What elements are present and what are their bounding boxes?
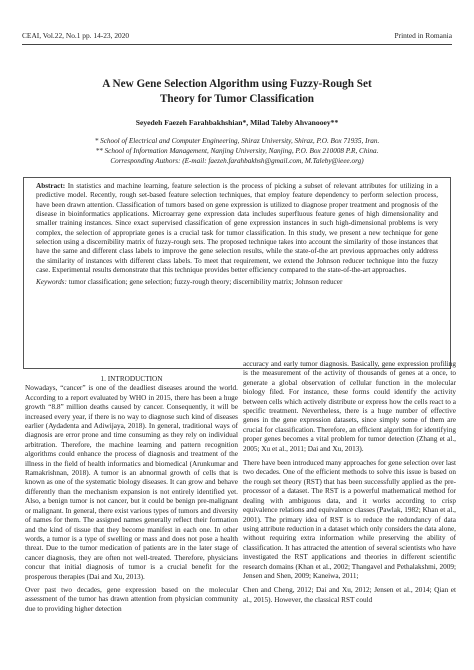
intro-paragraph-5: Chen and Cheng, 2012; Dai and Xu, 2012; Jensen et al., 2014; Qian et al., 2015). However, the classical RST could <box>243 586 456 604</box>
keywords <box>36 278 438 287</box>
right-column <box>243 360 456 605</box>
keywords-text: tumor classification; gene selection; fuzzy-rough theory; discernibility matrix; Johnson reducer <box>66 278 343 287</box>
title-line-2: Theory for Tumor Classification <box>159 92 315 105</box>
printed-location: Printed in Romania <box>394 31 452 40</box>
section-heading-introduction: 1. INTRODUCTION <box>100 375 163 383</box>
intro-paragraph-2: Over past two decades, gene expression based on the molecular assessment of the tumor has drawn attention from physician community due to providing higher detection <box>25 585 238 613</box>
header-rule <box>22 44 452 45</box>
affiliations <box>40 137 434 166</box>
intro-paragraph-3: accuracy and early tumor diagnosis. Basically, gene expression profiling is the measurement of the activity of thousands of genes at a once, to generate a global observation of cellular function in the molecular biology filed. For instance, these forms could identify the activity between cells which actively distribute or express how the cells react to a specific treatment. Nevertheless, there is a huge number of effective genes in the gene expression datasets, since simply some of them are crucial for classification. Therefore, an efficient algorithm for identifying proper genes becomes a vital problem for tumor detection (Zhang et al., 2005; Xu et al., 2011; Dai and Xu, 2013). <box>243 360 456 453</box>
affiliation-2: ** School of Information Management, Nanjing University, Nanjing, P.O. Box 210008 P.R, China. <box>95 146 379 155</box>
intro-paragraph-1: Nowadays, “cancer” is one of the deadliest diseases around the world. According to a report evaluated by WHO in 2015, there has been a huge growth “8.8” million deaths caused by cancer. Consequently, it will be increased every year, if there is no way to diagnose such kind of diseases earlier (Aydadenta and Adiwijaya, 2018). In general, traditional ways of diagnosis are error prone and time consuming as they rely on individual arbitration. Therefore, the machine learning and pattern recognition algorithms could enhance the process of diagnosis and treatment of the illness in the field of health informatics and biomedical (Arunkumar and Ramakrishnan, 2018). A tumor is an abnormal growth of cells that is known as one of the systematic biology diseases. It can grow and behave differently than the mechanism expansion is not entirely identified yet. Also, a benign tumor is not cancer, but it could be benign pre-malignant or malignant. In general, there exist various types of tumors and diversity of names for them. The assigned names generally reflect their formation and the kind of tissue that they become manifest in each one. In other words, a tumor is a type of swelling or mass and does not pose a health threat. Due to the tumor medication of patients are in the later stage of cancer diagnosis, they are often not well-treated. Therefore, physicians concur that initial diagnosis of tumor is a crucial benefit for the prosperous therapies (Dai and Xu, 2013). <box>25 384 238 581</box>
running-header <box>22 30 452 42</box>
corresponding-authors: Corresponding Authors: (E-mail: faezeh.farahbakhsh@gmail.com, M.Taleby@ieee.org) <box>110 156 364 165</box>
paper-title <box>40 77 434 106</box>
intro-paragraph-4: There have been introduced many approaches for gene selection over last two decades. One of the efficient methods to solve this issue is based on the rough set theory (RST) that has been successfully applied as the pre-processor of a dataset. The RST is a powerful mathematical method for dealing with ambiguous data, and it works according to crisp equivalence relations and equivalence classes (Pawlak, 1982; Khan et al., 2001). The primary idea of RST is to reduce the redundancy of data using attribute reduction in a dataset which only considers the data alone, without requiring extra information while preserving the ability of classification. It has attracted the attention of several scientists who have investigated the RST applications and theories in different scientific research domains (Khan et al., 2002; Thangavel and Pethalakshmi, 2009; Jensen and Shen, 2009; Kaneiwa, 2011; <box>243 459 456 580</box>
journal-citation: CEAI, Vol.22, No.1 pp. 14-23, 2020 <box>22 31 130 40</box>
abstract <box>36 182 438 275</box>
abstract-text: In statistics and machine learning, feature selection is the process of picking a subset of relevant attributes for utilizing in a predictive model. Recently, rough set-based feature selection techniques, that employ feature dependency to perform selection process, have been drawn attention. Classification of tumors based on gene expression is utilized to diagnose proper treatment and prognosis of the disease in bioinformatics applications. Microarray gene expression data includes superfluous feature genes of high dimensionality and smaller training instances. Since exact supervised classification of gene expression instances in such high-dimensional problems is very complex, the selection of appropriate genes is a crucial task for tumor classification. In this study, we present a new technique for gene selection using a discernibility matrix of fuzzy-rough sets. The proposed technique takes into account the similarity of those instances that have the same and different class labels to improve the gene selection results, while the state-of-the art previous approaches only address the similarity of instances with different class labels. To meet that requirement, we extend the Johnson reducer technique into the fuzzy case. Experimental results demonstrate that this technique provides better efficiency compared to the state-of-the-art approaches. <box>36 182 438 275</box>
author-list: Seyedeh Faezeh Farahbakhshian*, Milad Taleby Ahvanooey** <box>135 118 339 127</box>
left-column <box>25 375 238 614</box>
keywords-label: Keywords: <box>36 278 67 287</box>
abstract-label: Abstract: <box>36 182 66 190</box>
title-line-1: A New Gene Selection Algorithm using Fuzzy-Rough Set <box>102 78 372 90</box>
abstract-box <box>23 177 451 369</box>
affiliation-1: * School of Electrical and Computer Engineering, Shiraz University, Shiraz, P.O. Box 71935, Iran. <box>94 137 380 145</box>
